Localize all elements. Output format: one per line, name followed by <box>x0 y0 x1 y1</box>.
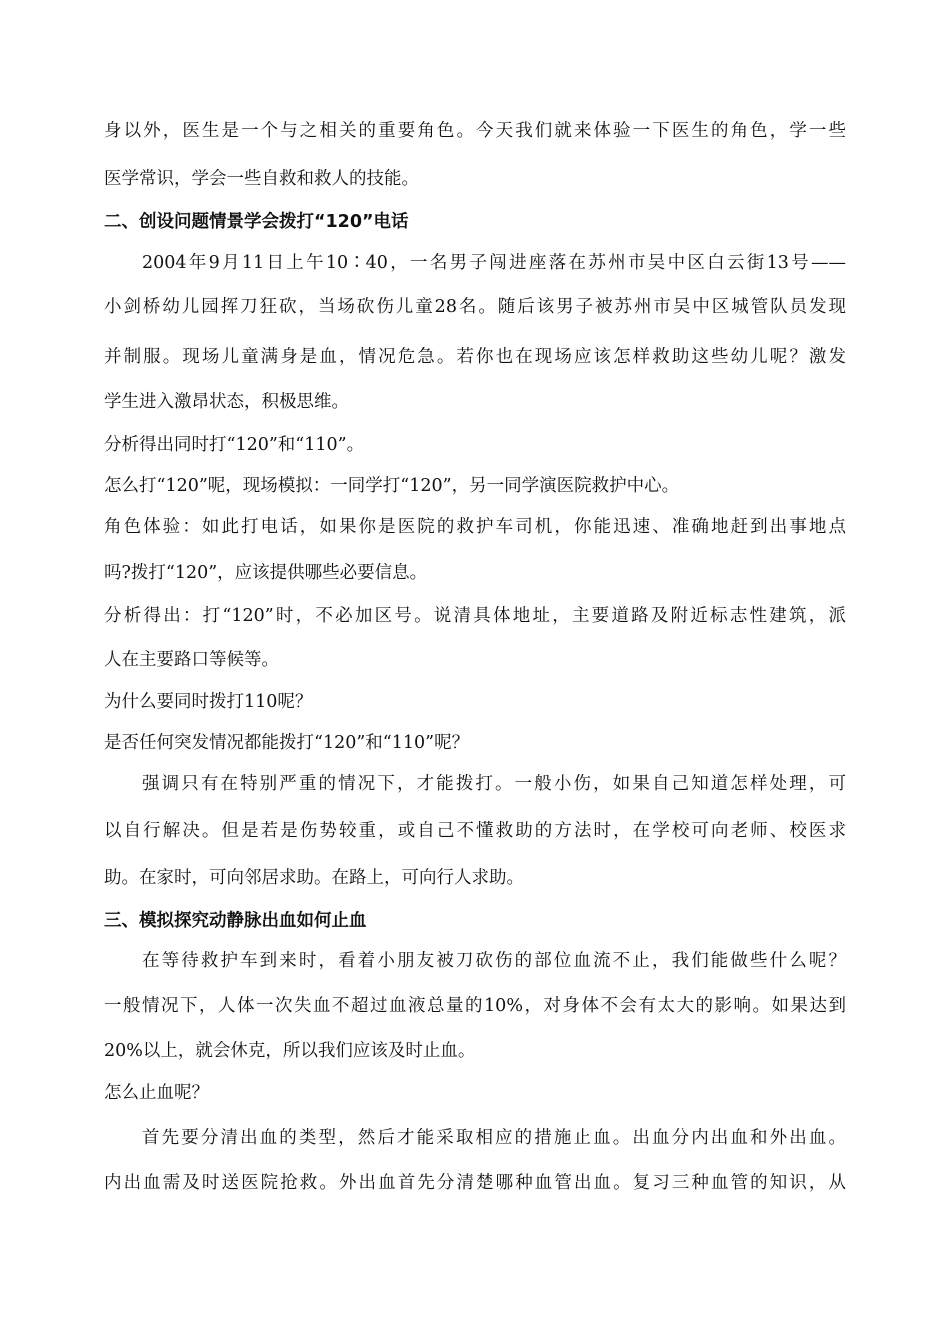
paragraph-line: 在等待救护车到来时，看着小朋友被刀砍伤的部位血流不止，我们能做些什么呢？ <box>142 951 846 971</box>
paragraph-line: 身以外，医生是一个与之相关的重要角色。今天我们就来体验一下医生的角色，学一些 <box>104 121 846 141</box>
paragraph-line: 人在主要路口等候等。 <box>104 650 279 670</box>
section-heading-3: 三、模拟探究动静脉出血如何止血 <box>104 911 367 931</box>
paragraph-line: 以自行解决。但是若是伤势较重，或自己不懂救助的方法时，在学校可向老师、校医求 <box>104 821 846 841</box>
paragraph-line: 强调只有在特别严重的情况下，才能拨打。一般小伤，如果自己知道怎样处理，可 <box>142 774 846 794</box>
paragraph-line: 怎么打“120”呢，现场模拟：一同学打“120”，另一同学演医院救护中心。 <box>104 476 680 496</box>
paragraph-line: 小剑桥幼儿园挥刀狂砍，当场砍伤儿童28名。随后该男子被苏州市吴中区城管队员发现 <box>104 297 846 317</box>
paragraph-line: 为什么要同时拨打110呢？ <box>104 692 313 712</box>
paragraph-line: 学生进入激昂状态，积极思维。 <box>104 392 349 412</box>
paragraph-line: 20%以上，就会休克，所以我们应该及时止血。 <box>104 1041 476 1061</box>
paragraph-line: 并制服。现场儿童满身是血，情况危急。若你也在现场应该怎样救助这些幼儿呢？激发 <box>104 347 846 367</box>
paragraph-line: 医学常识，学会一些自救和救人的技能。 <box>104 169 419 189</box>
paragraph-line: 内出血需及时送医院抢救。外出血首先分清楚哪种血管出血。复习三种血管的知识，从 <box>104 1173 846 1193</box>
paragraph-line: 吗?拨打“120”，应该提供哪些必要信息。 <box>104 563 428 583</box>
paragraph-line: 怎么止血呢？ <box>104 1083 209 1103</box>
paragraph-line: 角色体验：如此打电话，如果你是医院的救护车司机，你能迅速、准确地赶到出事地点 <box>104 517 846 537</box>
paragraph-line: 一般情况下，人体一次失血不超过血液总量的10%，对身体不会有太大的影响。如果达到 <box>104 996 846 1016</box>
paragraph-line: 分析得出同时打“120”和“110”。 <box>104 435 365 455</box>
paragraph-line: 首先要分清出血的类型，然后才能采取相应的措施止血。出血分内出血和外出血。 <box>142 1128 846 1148</box>
paragraph-line: 分析得出：打“120”时，不必加区号。说清具体地址，主要道路及附近标志性建筑，派 <box>104 606 846 626</box>
paragraph-line: 助。在家时，可向邻居求助。在路上，可向行人求助。 <box>104 868 524 888</box>
section-heading-2: 二、创设问题情景学会拨打“120”电话 <box>104 212 409 232</box>
paragraph-line: 2004年9月11日上午10∶40，一名男子闯进座落在苏州市吴中区白云街13号—— <box>142 253 846 273</box>
paragraph-line: 是否任何突发情况都能拨打“120”和“110”呢？ <box>104 733 470 753</box>
